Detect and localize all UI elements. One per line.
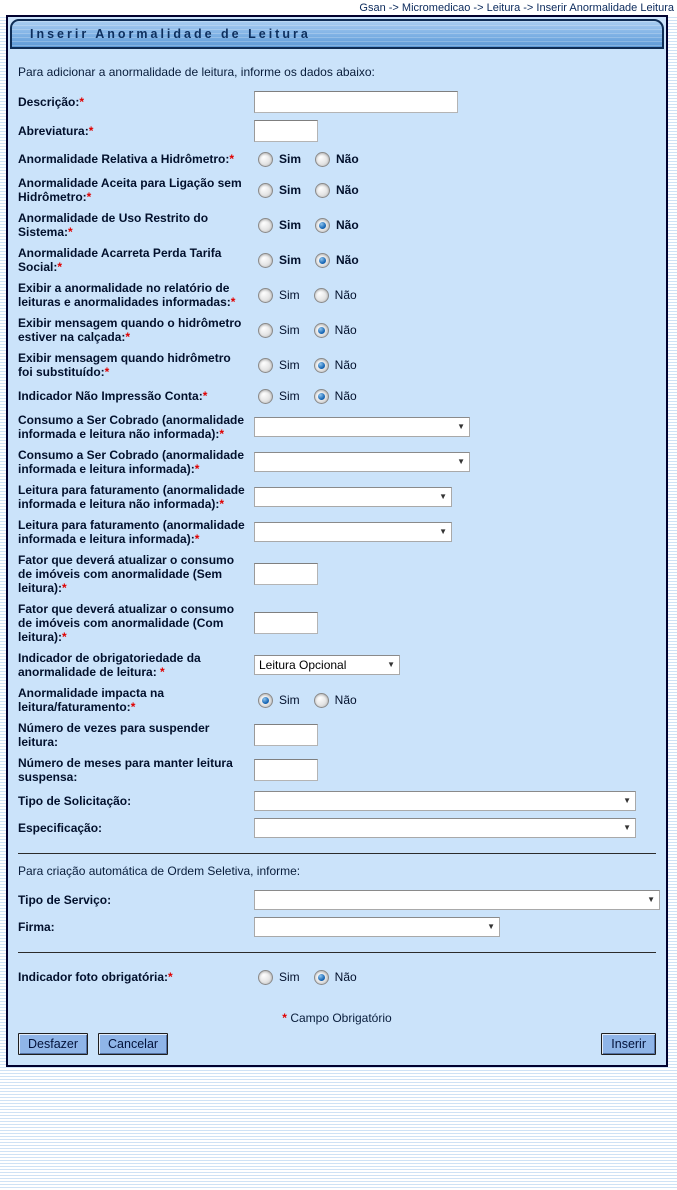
indicador-nao-impressao-conta-radio-não[interactable] bbox=[314, 389, 329, 404]
anormalidade-uso-restrito-sistema-radio-não-label: Não bbox=[336, 218, 359, 232]
anormalidade-relativa-hidrometro-radio-group bbox=[254, 152, 373, 167]
chevron-down-icon: ▼ bbox=[487, 922, 495, 931]
exibir-mensagem-hidrometro-substituido-label-text: Exibir mensagem quando hidrômetro foi substituído: bbox=[18, 351, 231, 379]
row-anormalidade-aceita-ligacao-sem-hidrometro bbox=[18, 176, 656, 204]
indicador-nao-impressao-conta-label-text: Indicador Não Impressão Conta: bbox=[18, 389, 203, 403]
indicador-foto-obrigatoria-radio-group bbox=[254, 970, 371, 985]
required-asterisk: * bbox=[68, 225, 73, 239]
required-asterisk: * bbox=[88, 124, 94, 138]
required-asterisk: * bbox=[160, 665, 165, 679]
exibir-mensagem-hidrometro-calcada-radio-não[interactable] bbox=[314, 323, 329, 338]
leitura-faturamento-leitura-informada-select[interactable] bbox=[254, 522, 452, 542]
indicador-obrigatoriedade-anormalidade-label-text: Indicador de obrigatoriedade da anormalidade de leitura: bbox=[18, 651, 201, 679]
indicador-foto-obrigatoria-radio-não-label: Não bbox=[334, 970, 357, 984]
anormalidade-impacta-leitura-faturamento-control bbox=[254, 693, 656, 708]
exibir-mensagem-hidrometro-substituido-radio-group bbox=[254, 358, 371, 373]
indicador-obrigatoriedade-anormalidade-select[interactable] bbox=[254, 655, 400, 675]
consumo-ser-cobrado-leitura-nao-informada-label-text: Consumo a Ser Cobrado (anormalidade informada e leitura não informada): bbox=[18, 413, 245, 441]
anormalidade-uso-restrito-sistema-label-text: Anormalidade de Uso Restrito do Sistema: bbox=[18, 211, 209, 239]
anormalidade-acarreta-perda-tarifa-social-radio-sim[interactable] bbox=[258, 253, 273, 268]
anormalidade-uso-restrito-sistema-radio-sim[interactable] bbox=[258, 218, 273, 233]
anormalidade-uso-restrito-sistema-radio-group bbox=[254, 218, 373, 233]
anormalidade-uso-restrito-sistema-radio-sim-label: Sim bbox=[279, 218, 302, 232]
anormalidade-impacta-leitura-faturamento-radio-group bbox=[254, 693, 371, 708]
numero-vezes-suspender-leitura-control bbox=[254, 724, 656, 746]
required-asterisk: * bbox=[194, 462, 200, 476]
section-divider bbox=[18, 952, 656, 953]
consumo-ser-cobrado-leitura-informada-select[interactable] bbox=[254, 452, 470, 472]
required-asterisk: * bbox=[219, 427, 225, 441]
especificacao-label-text: Especificação: bbox=[18, 821, 103, 835]
anormalidade-relativa-hidrometro-control bbox=[254, 152, 656, 167]
anormalidade-acarreta-perda-tarifa-social-label bbox=[18, 246, 254, 274]
page-title: Inserir Anormalidade de Leitura bbox=[30, 27, 311, 41]
leitura-faturamento-leitura-informada-control bbox=[254, 522, 656, 542]
indicador-foto-obrigatoria-radio-sim[interactable] bbox=[258, 970, 273, 985]
tipo-solicitacao-control bbox=[254, 791, 656, 811]
leitura-faturamento-leitura-nao-informada-label bbox=[18, 483, 254, 511]
fator-atualizar-consumo-sem-leitura-label bbox=[18, 553, 254, 595]
required-asterisk: * bbox=[86, 190, 92, 204]
firma-label bbox=[18, 920, 254, 934]
numero-vezes-suspender-leitura-label bbox=[18, 721, 254, 749]
indicador-nao-impressao-conta-control bbox=[254, 389, 656, 404]
anormalidade-acarreta-perda-tarifa-social-radio-sim-label: Sim bbox=[279, 253, 302, 267]
leitura-faturamento-leitura-informada-label-text: Leitura para faturamento (anormalidade informada e leitura informada): bbox=[18, 518, 245, 546]
page-title-bar bbox=[10, 19, 664, 49]
anormalidade-aceita-ligacao-sem-hidrometro-radio-não-label: Não bbox=[336, 183, 359, 197]
desfazer-button[interactable]: Desfazer bbox=[18, 1033, 88, 1055]
tipo-servico-label bbox=[18, 893, 254, 907]
exibir-mensagem-hidrometro-calcada-radio-sim-label: Sim bbox=[279, 323, 300, 337]
fator-atualizar-consumo-com-leitura-input[interactable] bbox=[254, 612, 318, 634]
anormalidade-relativa-hidrometro-radio-não[interactable] bbox=[315, 152, 330, 167]
required-asterisk: * bbox=[62, 630, 67, 644]
fator-atualizar-consumo-sem-leitura-label-text: Fator que deverá atualizar o consumo de imóveis com anormalidade (Sem leitura): bbox=[18, 553, 235, 595]
chevron-down-icon: ▼ bbox=[623, 796, 631, 805]
indicador-foto-obrigatoria-label-text: Indicador foto obrigatória: bbox=[18, 970, 168, 984]
indicador-obrigatoriedade-anormalidade-select-value: Leitura Opcional bbox=[259, 658, 347, 672]
exibir-mensagem-hidrometro-substituido-control bbox=[254, 358, 656, 373]
leitura-faturamento-leitura-nao-informada-control bbox=[254, 487, 656, 507]
exibir-mensagem-hidrometro-calcada-radio-sim[interactable] bbox=[258, 323, 273, 338]
section-divider bbox=[18, 853, 656, 854]
form-intro: Para adicionar a anormalidade de leitura, informe os dados abaixo: bbox=[18, 65, 375, 79]
fator-atualizar-consumo-com-leitura-label-text: Fator que deverá atualizar o consumo de imóveis com anormalidade (Com leitura): bbox=[18, 602, 235, 644]
tipo-servico-control bbox=[254, 890, 660, 910]
firma-select[interactable] bbox=[254, 917, 500, 937]
row-fator-atualizar-consumo-sem-leitura bbox=[18, 553, 656, 595]
form-area bbox=[8, 65, 666, 1055]
fator-atualizar-consumo-com-leitura-control bbox=[254, 612, 656, 634]
exibir-mensagem-hidrometro-calcada-control bbox=[254, 323, 656, 338]
anormalidade-relativa-hidrometro-radio-sim-label: Sim bbox=[279, 152, 302, 166]
consumo-ser-cobrado-leitura-informada-control bbox=[254, 452, 656, 472]
required-asterisk: * bbox=[219, 497, 225, 511]
anormalidade-relativa-hidrometro-label bbox=[18, 152, 254, 166]
anormalidade-aceita-ligacao-sem-hidrometro-radio-sim-label: Sim bbox=[279, 183, 302, 197]
tipo-solicitacao-select[interactable] bbox=[254, 791, 636, 811]
exibir-mensagem-hidrometro-substituido-radio-não-label: Não bbox=[334, 358, 357, 372]
row-especificacao bbox=[18, 818, 656, 838]
row-anormalidade-impacta-leitura-faturamento bbox=[18, 686, 656, 714]
anormalidade-uso-restrito-sistema-radio-não[interactable] bbox=[315, 218, 330, 233]
especificacao-label bbox=[18, 821, 254, 835]
required-asterisk: * bbox=[130, 700, 136, 714]
exibir-anormalidade-relatorio-control bbox=[254, 288, 656, 303]
required-note bbox=[18, 1011, 656, 1025]
button-bar bbox=[18, 1033, 656, 1055]
row-numero-meses-manter-leitura-suspensa bbox=[18, 756, 656, 784]
anormalidade-aceita-ligacao-sem-hidrometro-label bbox=[18, 176, 254, 204]
abreviatura-label bbox=[18, 124, 254, 138]
exibir-anormalidade-relatorio-radio-sim[interactable] bbox=[258, 288, 273, 303]
breadcrumb[interactable]: Gsan -> Micromedicao -> Leitura -> Inserir Anormalidade Leitura bbox=[0, 0, 677, 15]
indicador-obrigatoriedade-anormalidade-control bbox=[254, 655, 656, 675]
anormalidade-acarreta-perda-tarifa-social-radio-group bbox=[254, 253, 373, 268]
consumo-ser-cobrado-leitura-informada-label bbox=[18, 448, 254, 476]
exibir-mensagem-hidrometro-substituido-radio-não[interactable] bbox=[314, 358, 329, 373]
exibir-mensagem-hidrometro-substituido-radio-sim[interactable] bbox=[258, 358, 273, 373]
required-asterisk: * bbox=[125, 330, 131, 344]
indicador-nao-impressao-conta-radio-sim[interactable] bbox=[258, 389, 273, 404]
row-firma bbox=[18, 917, 656, 937]
anormalidade-aceita-ligacao-sem-hidrometro-radio-sim[interactable] bbox=[258, 183, 273, 198]
especificacao-select[interactable] bbox=[254, 818, 636, 838]
leitura-faturamento-leitura-nao-informada-select[interactable] bbox=[254, 487, 452, 507]
anormalidade-impacta-leitura-faturamento-radio-sim-label: Sim bbox=[279, 693, 300, 707]
required-asterisk: * bbox=[202, 389, 208, 403]
anormalidade-impacta-leitura-faturamento-radio-sim[interactable] bbox=[258, 693, 273, 708]
leitura-faturamento-leitura-informada-label bbox=[18, 518, 254, 546]
row-indicador-nao-impressao-conta bbox=[18, 386, 656, 406]
indicador-nao-impressao-conta-radio-não-label: Não bbox=[334, 389, 357, 403]
numero-meses-manter-leitura-suspensa-label bbox=[18, 756, 254, 784]
consumo-ser-cobrado-leitura-nao-informada-label bbox=[18, 413, 254, 441]
ordem-seletiva-rows bbox=[18, 890, 656, 937]
descricao-label bbox=[18, 95, 254, 109]
indicador-foto-obrigatoria-label bbox=[18, 970, 254, 984]
cancelar-button[interactable]: Cancelar bbox=[98, 1033, 168, 1055]
fator-atualizar-consumo-com-leitura-label bbox=[18, 602, 254, 644]
abreviatura-control bbox=[254, 120, 656, 142]
anormalidade-aceita-ligacao-sem-hidrometro-radio-não[interactable] bbox=[315, 183, 330, 198]
anormalidade-acarreta-perda-tarifa-social-control bbox=[254, 253, 656, 268]
indicador-foto-obrigatoria-radio-sim-label: Sim bbox=[279, 970, 300, 984]
exibir-anormalidade-relatorio-radio-group bbox=[254, 288, 371, 303]
anormalidade-acarreta-perda-tarifa-social-label-text: Anormalidade Acarreta Perda Tarifa Social: bbox=[18, 246, 222, 274]
fator-atualizar-consumo-sem-leitura-input[interactable] bbox=[254, 563, 318, 585]
exibir-anormalidade-relatorio-label bbox=[18, 281, 254, 309]
row-leitura-faturamento-leitura-informada bbox=[18, 518, 656, 546]
anormalidade-uso-restrito-sistema-control bbox=[254, 218, 656, 233]
row-indicador-foto-obrigatoria bbox=[18, 967, 656, 987]
row-exibir-anormalidade-relatorio bbox=[18, 281, 656, 309]
required-note-text: Campo Obrigatório bbox=[290, 1011, 392, 1025]
row-abreviatura bbox=[18, 120, 656, 142]
numero-meses-manter-leitura-suspensa-input[interactable] bbox=[254, 759, 318, 781]
chevron-down-icon: ▼ bbox=[647, 895, 655, 904]
firma-label-text: Firma: bbox=[18, 920, 55, 934]
chevron-down-icon: ▼ bbox=[457, 457, 465, 466]
required-asterisk: * bbox=[168, 970, 173, 984]
numero-vezes-suspender-leitura-label-text: Número de vezes para suspender leitura: bbox=[18, 721, 210, 749]
required-asterisk: * bbox=[229, 152, 235, 166]
required-asterisk: * bbox=[57, 260, 63, 274]
exibir-mensagem-hidrometro-calcada-radio-não-label: Não bbox=[334, 323, 357, 337]
chevron-down-icon: ▼ bbox=[439, 492, 447, 501]
tipo-solicitacao-label bbox=[18, 794, 254, 808]
fator-atualizar-consumo-sem-leitura-control bbox=[254, 563, 656, 585]
numero-meses-manter-leitura-suspensa-label-text: Número de meses para manter leitura suspensa: bbox=[18, 756, 233, 784]
indicador-nao-impressao-conta-radio-group bbox=[254, 389, 371, 404]
required-asterisk: * bbox=[62, 581, 67, 595]
tipo-solicitacao-label-text: Tipo de Solicitação: bbox=[18, 794, 132, 808]
leitura-faturamento-leitura-nao-informada-label-text: Leitura para faturamento (anormalidade informada e leitura não informada): bbox=[18, 483, 245, 511]
required-asterisk: * bbox=[194, 532, 200, 546]
exibir-anormalidade-relatorio-radio-não-label: Não bbox=[334, 288, 357, 302]
indicador-obrigatoriedade-anormalidade-label bbox=[18, 651, 254, 679]
numero-vezes-suspender-leitura-input[interactable] bbox=[254, 724, 318, 746]
anormalidade-relativa-hidrometro-label-text: Anormalidade Relativa a Hidrômetro: bbox=[18, 152, 230, 166]
row-numero-vezes-suspender-leitura bbox=[18, 721, 656, 749]
abreviatura-label-text: Abreviatura: bbox=[18, 124, 89, 138]
anormalidade-aceita-ligacao-sem-hidrometro-radio-group bbox=[254, 183, 373, 198]
required-asterisk: * bbox=[104, 365, 110, 379]
row-anormalidade-uso-restrito-sistema bbox=[18, 211, 656, 239]
consumo-ser-cobrado-leitura-nao-informada-select[interactable] bbox=[254, 417, 470, 437]
row-tipo-servico bbox=[18, 890, 656, 910]
row-exibir-mensagem-hidrometro-substituido bbox=[18, 351, 656, 379]
tipo-servico-select[interactable] bbox=[254, 890, 660, 910]
tipo-servico-label-text: Tipo de Serviço: bbox=[18, 893, 112, 907]
row-consumo-ser-cobrado-leitura-nao-informada bbox=[18, 413, 656, 441]
consumo-ser-cobrado-leitura-nao-informada-control bbox=[254, 417, 656, 437]
row-anormalidade-acarreta-perda-tarifa-social bbox=[18, 246, 656, 274]
numero-meses-manter-leitura-suspensa-control bbox=[254, 759, 656, 781]
indicador-foto-obrigatoria-radio-não[interactable] bbox=[314, 970, 329, 985]
anormalidade-impacta-leitura-faturamento-radio-não[interactable] bbox=[314, 693, 329, 708]
anormalidade-relativa-hidrometro-radio-sim[interactable] bbox=[258, 152, 273, 167]
anormalidade-impacta-leitura-faturamento-label bbox=[18, 686, 254, 714]
row-descricao bbox=[18, 91, 656, 113]
anormalidade-acarreta-perda-tarifa-social-radio-não-label: Não bbox=[336, 253, 359, 267]
chevron-down-icon: ▼ bbox=[457, 422, 465, 431]
exibir-mensagem-hidrometro-substituido-radio-sim-label: Sim bbox=[279, 358, 300, 372]
row-leitura-faturamento-leitura-nao-informada bbox=[18, 483, 656, 511]
anormalidade-impacta-leitura-faturamento-radio-não-label: Não bbox=[334, 693, 357, 707]
descricao-control bbox=[254, 91, 656, 113]
row-consumo-ser-cobrado-leitura-informada bbox=[18, 448, 656, 476]
anormalidade-uso-restrito-sistema-label bbox=[18, 211, 254, 239]
anormalidade-relativa-hidrometro-radio-não-label: Não bbox=[336, 152, 359, 166]
chevron-down-icon: ▼ bbox=[387, 660, 395, 669]
anormalidade-acarreta-perda-tarifa-social-radio-não[interactable] bbox=[315, 253, 330, 268]
anormalidade-impacta-leitura-faturamento-label-text: Anormalidade impacta na leitura/faturamento: bbox=[18, 686, 165, 714]
exibir-mensagem-hidrometro-calcada-label bbox=[18, 316, 254, 344]
main-panel bbox=[6, 15, 668, 1067]
descricao-label-text: Descrição: bbox=[18, 95, 80, 109]
descricao-input[interactable] bbox=[254, 91, 458, 113]
foto-row-container bbox=[18, 967, 656, 987]
exibir-anormalidade-relatorio-radio-sim-label: Sim bbox=[279, 288, 300, 302]
exibir-anormalidade-relatorio-radio-não[interactable] bbox=[314, 288, 329, 303]
chevron-down-icon: ▼ bbox=[623, 823, 631, 832]
chevron-down-icon: ▼ bbox=[439, 527, 447, 536]
row-anormalidade-relativa-hidrometro bbox=[18, 149, 656, 169]
inserir-button[interactable]: Inserir bbox=[601, 1033, 656, 1055]
firma-control bbox=[254, 917, 656, 937]
exibir-mensagem-hidrometro-substituido-label bbox=[18, 351, 254, 379]
indicador-nao-impressao-conta-radio-sim-label: Sim bbox=[279, 389, 300, 403]
row-fator-atualizar-consumo-com-leitura bbox=[18, 602, 656, 644]
indicador-nao-impressao-conta-label bbox=[18, 389, 254, 403]
row-exibir-mensagem-hidrometro-calcada bbox=[18, 316, 656, 344]
exibir-mensagem-hidrometro-calcada-radio-group bbox=[254, 323, 371, 338]
anormalidade-aceita-ligacao-sem-hidrometro-label-text: Anormalidade Aceita para Ligação sem Hidrômetro: bbox=[18, 176, 242, 204]
anormalidade-aceita-ligacao-sem-hidrometro-control bbox=[254, 183, 656, 198]
exibir-mensagem-hidrometro-calcada-label-text: Exibir mensagem quando o hidrômetro estiver na calçada: bbox=[18, 316, 242, 344]
indicador-foto-obrigatoria-control bbox=[254, 970, 656, 985]
ordem-seletiva-intro: Para criação automática de Ordem Seletiva, informe: bbox=[18, 864, 301, 878]
row-tipo-solicitacao bbox=[18, 791, 656, 811]
row-indicador-obrigatoriedade-anormalidade bbox=[18, 651, 656, 679]
required-asterisk: * bbox=[230, 295, 236, 309]
required-asterisk: * bbox=[282, 1011, 287, 1025]
consumo-ser-cobrado-leitura-informada-label-text: Consumo a Ser Cobrado (anormalidade informada e leitura informada): bbox=[18, 448, 245, 476]
exibir-anormalidade-relatorio-label-text: Exibir a anormalidade no relatório de leituras e anormalidades informadas: bbox=[18, 281, 231, 309]
abreviatura-input[interactable] bbox=[254, 120, 318, 142]
especificacao-control bbox=[254, 818, 656, 838]
required-asterisk: * bbox=[79, 95, 85, 109]
main-form-rows bbox=[18, 91, 656, 838]
